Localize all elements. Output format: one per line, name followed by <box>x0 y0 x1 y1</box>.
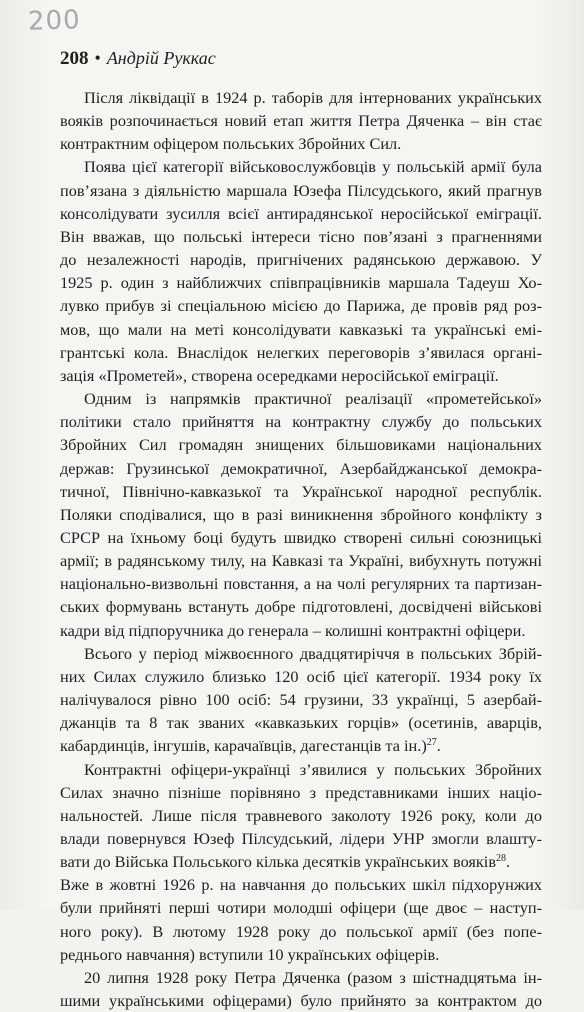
body-text <box>60 86 542 1012</box>
text-line: консолідувати зусилля всієї антирадянської неросійської еміграції. <box>60 203 542 223</box>
text-line: 1925 р. один з найближчих співпрацівників маршала Тадеуш Хо- <box>60 273 542 293</box>
text-line: тичної, Північно-кавказької та Української народної республік. <box>60 481 542 501</box>
paragraph <box>60 642 542 758</box>
text-line: Контрактні офіцери-українці з’явилися у польських Збройних <box>84 759 542 779</box>
paragraph <box>60 387 542 642</box>
paragraph <box>60 873 542 966</box>
text-line: Поява цієї категорії військовослужбовців у польській армії була <box>84 157 542 177</box>
footnote-marker: 27 <box>426 737 437 749</box>
text-line: зація «Прометей», створена осередками неросійської еміграції. <box>60 365 499 385</box>
text-line: кадри від підпоручника до генерала – колишні контрактні офіцери. <box>60 620 526 640</box>
text-line: контрактним офіцером польських Збройних Сил. <box>60 134 402 154</box>
text-line: мов, що мали на меті консолідувати кавказькі та українські емі- <box>60 319 542 339</box>
footnote-marker: 28 <box>496 853 507 865</box>
text-line: Він вважав, що польські інтереси тісно пов’язані з прагненнями <box>60 226 542 246</box>
text-line-content: кабардинців, інгушів, карачаївців, дагестанців та ін.) <box>60 736 427 756</box>
text-line: Вже в жовтні 1926 р. на навчання до польських шкіл підхорунжих <box>60 875 542 895</box>
text-line: пов’язана з діяльністю маршала Юзефа Пілсудського, який прагнув <box>60 180 542 200</box>
text-line: були прийняті перші чотири молодші офіцери (ще двоє – наступ- <box>60 898 542 918</box>
text-line: до незалежності народів, пригнічених радянською державою. У <box>60 250 542 270</box>
text-line: ських формувань встануть добре підготовлені, досвідчені військові <box>60 597 542 617</box>
text-line: реднього навчання) вступили 10 українських офіцерів. <box>60 944 440 964</box>
text-line: 20 липня 1928 року Петра Дяченка (разом з шістнадцятьма ін- <box>84 967 542 987</box>
text-line: Всього у період міжвоєнного двадцятиріччя в польських Збрій- <box>84 643 542 663</box>
text-line: шими українськими офіцерами) було прийнято за контрактом до <box>60 991 542 1011</box>
paragraph <box>60 86 542 155</box>
text-line: грантські кола. Внаслідок нелегких переговорів з’явилася органі- <box>60 342 542 362</box>
text-line: вати до Війська Польського кілька десятків українських вояків$^{28}$. <box>60 852 511 872</box>
text-line: ного року). В лютому 1928 року до польської армії (без попе- <box>60 921 542 941</box>
text-line: вояків розпочинається новий етап життя Петра Дяченка – він стає <box>60 111 542 131</box>
text-line: них Силах служило близько 120 осіб цієї категорії. 1934 року їх <box>60 666 542 686</box>
text-line: держав: Грузинської демократичної, Азербайджанської демокра- <box>60 458 542 478</box>
author-name: Андрій Руккас <box>106 48 216 68</box>
text-line: влади повернувся Юзеф Пілсудський, лідери УНР змогли влашту- <box>60 829 542 848</box>
running-header <box>60 48 216 70</box>
text-line: Одним із напрямків практичної реалізації «прометейської» <box>84 389 542 409</box>
paragraph <box>60 966 542 1012</box>
header-separator: • <box>94 48 101 68</box>
text-line: налічувалося рівно 100 осіб: 54 грузини, 33 українці, 5 азербай- <box>60 690 542 710</box>
text-line: армії; в радянському тилу, на Кавказі та Україні, вибухнуть потужні <box>60 551 542 571</box>
text-line: СРСР на їхньому боці будуть швидко створені сильні союзницькі <box>60 527 542 547</box>
page-number: 208 <box>60 48 89 69</box>
text-line-content: вати до Війська Польського кілька десятків українських вояків <box>60 852 497 872</box>
text-line: Силах значно пізніше порівняно з представниками інших націо- <box>60 782 542 802</box>
text-line: кабардинців, інгушів, карачаївців, дагестанців та ін.)$^{27}$. <box>60 736 441 756</box>
text-line: політики стало прийняття на контрактну службу до польських <box>60 412 542 432</box>
paragraph <box>60 155 542 387</box>
text-line: Після ліквідації в 1924 р. таборів для інтернованих українських <box>84 88 542 107</box>
text-line: Поляки сподівалися, що в разі виникнення збройного конфлікту з <box>60 504 542 524</box>
handwritten-page-note: 200 <box>27 5 82 37</box>
paragraph <box>60 758 542 874</box>
text-line: нальностей. Лише після травневого заколоту 1926 року, коли до <box>60 805 542 825</box>
text-line: національно-визвольні повстання, а на чолі регулярних та партизан- <box>60 574 542 594</box>
text-line: лувко прибув зі спеціальною місією до Парижа, де провів ряд роз- <box>60 296 542 316</box>
text-line: джанців та 8 так званих «кавказьких горців» (осетинів, аварців, <box>60 713 542 733</box>
text-line: Збройних Сил громадян знищених більшовиками національних <box>60 435 542 455</box>
